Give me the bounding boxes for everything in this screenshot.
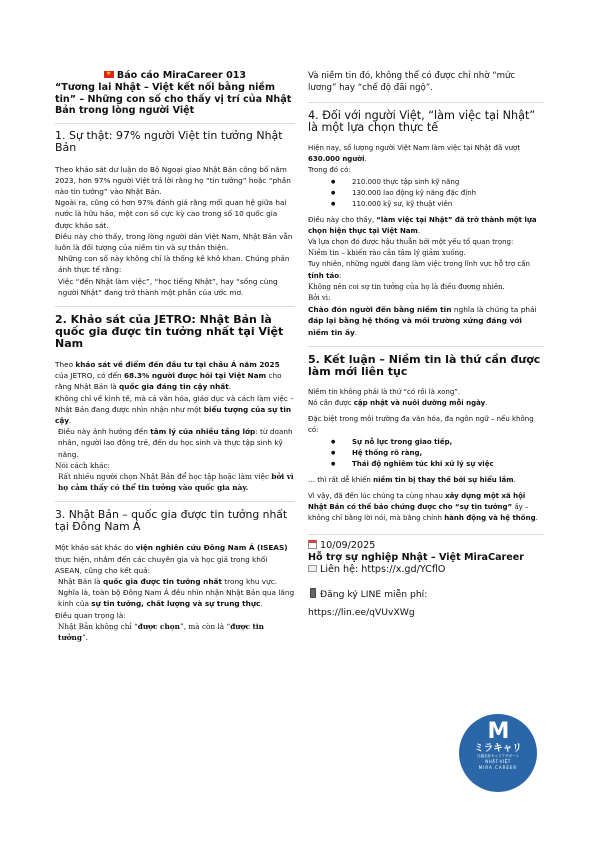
section-1-paragraph: Việc “đến Nhật làm việc”, “học tiếng Nhật”, hay “sống cùng người Nhật” đang trở thành một phần của ước mơ. (58, 276, 278, 297)
list-item: ● Thái độ nghiêm túc khi xử lý sự việc (308, 459, 544, 470)
right-intro-paragraph: Và niềm tin đó, không thể có được chỉ nhờ “mức lương” hay “chế độ đãi ngộ”. (308, 71, 516, 93)
footer-line-url[interactable]: https://lin.ee/qVUvXWg (308, 607, 415, 619)
phone-icon (310, 588, 316, 598)
report-subtitle: “Tương lai Nhật – Việt kết nối bằng niềm tin” – Những con số cho thấy vị trí của Nhật Bản trong lòng người Việt (55, 82, 292, 116)
section-2-paragraph: Rất nhiều người chọn Nhật Bản để học tập hoặc làm việc bởi vì họ cảm thấy có thể tin tưởng vào quốc gia này. (58, 471, 294, 493)
list-item: ● Sự nỗ lực trong giao tiếp, (308, 437, 544, 448)
section-4-paragraph: Điều này cho thấy, “làm việc tại Nhật” đã trở thành một lựa chọn hiện thực tại Việt Nam. (308, 215, 537, 235)
section-5-paragraph: Vì vậy, đã đến lúc chúng ta cùng nhau xây dựng một xã hội Nhật Bản có thể bảo chứng được cho “sự tin tưởng” ấy – không chỉ bằng lời nói, mà bằng chính hành động và hệ thống. (308, 491, 538, 523)
footer-contact[interactable]: Liên hệ: https://x.gd/YCflO (308, 564, 544, 576)
section-3-paragraph: Nhật Bản không chỉ “được chọn”, mà còn là “được tin tưởng”. (58, 621, 264, 642)
section-4-paragraph: Và lựa chọn đó được hậu thuẫn bởi một yếu tố quan trọng: (308, 238, 514, 247)
section-5-paragraph: Niềm tin không phải là thứ “có rồi là xong”. (308, 387, 461, 396)
logo-jp-name: ミラキャリ (474, 743, 522, 754)
section-2-paragraph: Theo khảo sát về điểm đến đầu tư tại châu Á năm 2025 của JETRO, có đến 68.3% người được hỏi tại Việt Nam cho rằng Nhật Bản là quốc gia đáng tin cậy nhất. (55, 359, 282, 392)
section-3-heading: 3. Nhật Bản – quốc gia được tin tưởng nhất tại Đông Nam Á (55, 501, 295, 533)
section-2-heading: 2. Khảo sát của JETRO: Nhật Bản là quốc gia được tin tưởng nhất tại Việt Nam (55, 306, 295, 350)
section-5-list (308, 437, 544, 470)
logo-line2: MIRA CAREER (478, 765, 518, 770)
section-3-paragraph: Nhật Bản là quốc gia được tin tưởng nhất trong khu vực. (58, 576, 278, 586)
section-5-paragraph: Nó cần được cập nhật và nuôi dưỡng mỗi ngày. (308, 399, 488, 408)
report-title: ★Báo cáo MiraCareer 013 (55, 70, 295, 82)
section-1-paragraph: Ngoài ra, cũng có hơn 97% đánh giá rằng mối quan hệ giữa hai nước là hữu hảo, một con số cực kỳ cao trong số 10 quốc gia được khảo sát. (55, 198, 287, 230)
list-item: ● 110.000 kỹ sư, kỹ thuật viên (308, 199, 544, 210)
section-2-paragraph: Không chỉ về kinh tế, mà cả văn hóa, giáo dục và cách làm việc – Nhật Bản đang được nhìn nhận như một biểu tượng của sự tin cậy. (55, 393, 294, 425)
logo-tagline: 日越友好キャリアサポート (477, 754, 519, 758)
list-item: ● Hệ thống rõ ràng, (308, 448, 544, 459)
miracareer-logo (459, 714, 537, 792)
logo-mark: M (487, 719, 509, 744)
vietnam-flag-icon (104, 71, 114, 78)
section-5-paragraph: Đặc biệt trong môi trường đa văn hóa, đa ngôn ngữ – nếu không có: (308, 415, 534, 435)
section-4-paragraph: Bởi vì: (308, 294, 331, 303)
list-item: ● 210.000 thực tập sinh kỹ năng (308, 177, 544, 188)
footer-line-label: Đăng ký LINE miễn phí: (308, 588, 544, 601)
mail-icon (308, 565, 317, 572)
footer-date: 10/09/2025 (308, 540, 544, 552)
section-4-paragraph: Trong đó có: (308, 166, 351, 175)
section-3-paragraph: Nghĩa là, toàn bộ Đông Nam Á đều nhìn nhận Nhật Bản qua lăng kính của sự tin tưởng, chất lượng và sự trung thực. (58, 588, 295, 609)
section-4-paragraph: Tuy nhiên, những người đang làm việc trong lĩnh vực hỗ trợ cần tỉnh táo: (308, 260, 530, 280)
section-4-paragraph: Hiện nay, số lượng người Việt Nam làm việc tại Nhật đã vượt 630.000 người. (308, 144, 521, 164)
left-column (55, 70, 295, 643)
calendar-icon (308, 540, 317, 549)
section-3-paragraph: Điều quan trọng là: (55, 610, 126, 620)
section-1-paragraph: Theo khảo sát dư luận do Bộ Ngoại giao Nhật Bản công bố năm 2023, hơn 97% người Việt trả lời rằng họ “tin tưởng” hoặc “phần nào tin tưởng” vào Nhật Bản. (55, 164, 291, 196)
list-item: ● 130.000 lao động kỹ năng đặc định (308, 188, 544, 199)
section-5-heading: 5. Kết luận – Niềm tin là thứ cần được làm mới liên tục (308, 346, 544, 378)
section-2-paragraph: Điều này ảnh hưởng đến tâm lý của nhiều tầng lớp: từ doanh nhân, người lao động trẻ, đến du học sinh và thực tập sinh kỹ năng. (58, 427, 293, 459)
section-1-heading: 1. Sự thật: 97% người Việt tin tưởng Nhật Bản (55, 123, 295, 155)
section-2-paragraph: Nói cách khác: (55, 460, 110, 470)
section-4-heading: 4. Đối với người Việt, “làm việc tại Nhật” là một lựa chọn thực tế (308, 102, 544, 134)
section-1-paragraph: Điều này cho thấy, trong lòng người dân Việt Nam, Nhật Bản vẫn luôn là đối tượng của niềm tin và sự thân thiện. (55, 231, 293, 252)
section-5-paragraph: … thì rất dễ khiến niềm tin bị thay thế bởi sự hiểu lầm. (308, 475, 516, 484)
right-column (308, 70, 544, 619)
section-4-paragraph: Chào đón người đến bằng niềm tin nghĩa là chúng ta phải đáp lại bằng hệ thống và môi trường xứng đáng với niềm tin ấy. (308, 305, 537, 337)
section-1-paragraph: Những con số này không chỉ là thống kê khô khan. Chúng phản ánh thực tế rằng: (58, 254, 290, 275)
footer-org: Hỗ trợ sự nghiệp Nhật – Việt MiraCareer (308, 552, 525, 564)
section-3-paragraph: Một khảo sát khác do viện nghiên cứu Đông Nam Á (ISEAS) thực hiện, nhắm đến các chuyên gia và học giả trong khối ASEAN, cũng cho kết quả: (55, 543, 288, 575)
section-4-list (308, 177, 544, 210)
section-4-paragraph: Niềm tin – khiến rào cản tâm lý giảm xuống. (308, 249, 466, 258)
logo-line1: NHẬT-VIỆT (485, 759, 511, 764)
section-4-paragraph: Không nên coi sự tin tưởng của họ là điều đương nhiên. (308, 282, 505, 291)
